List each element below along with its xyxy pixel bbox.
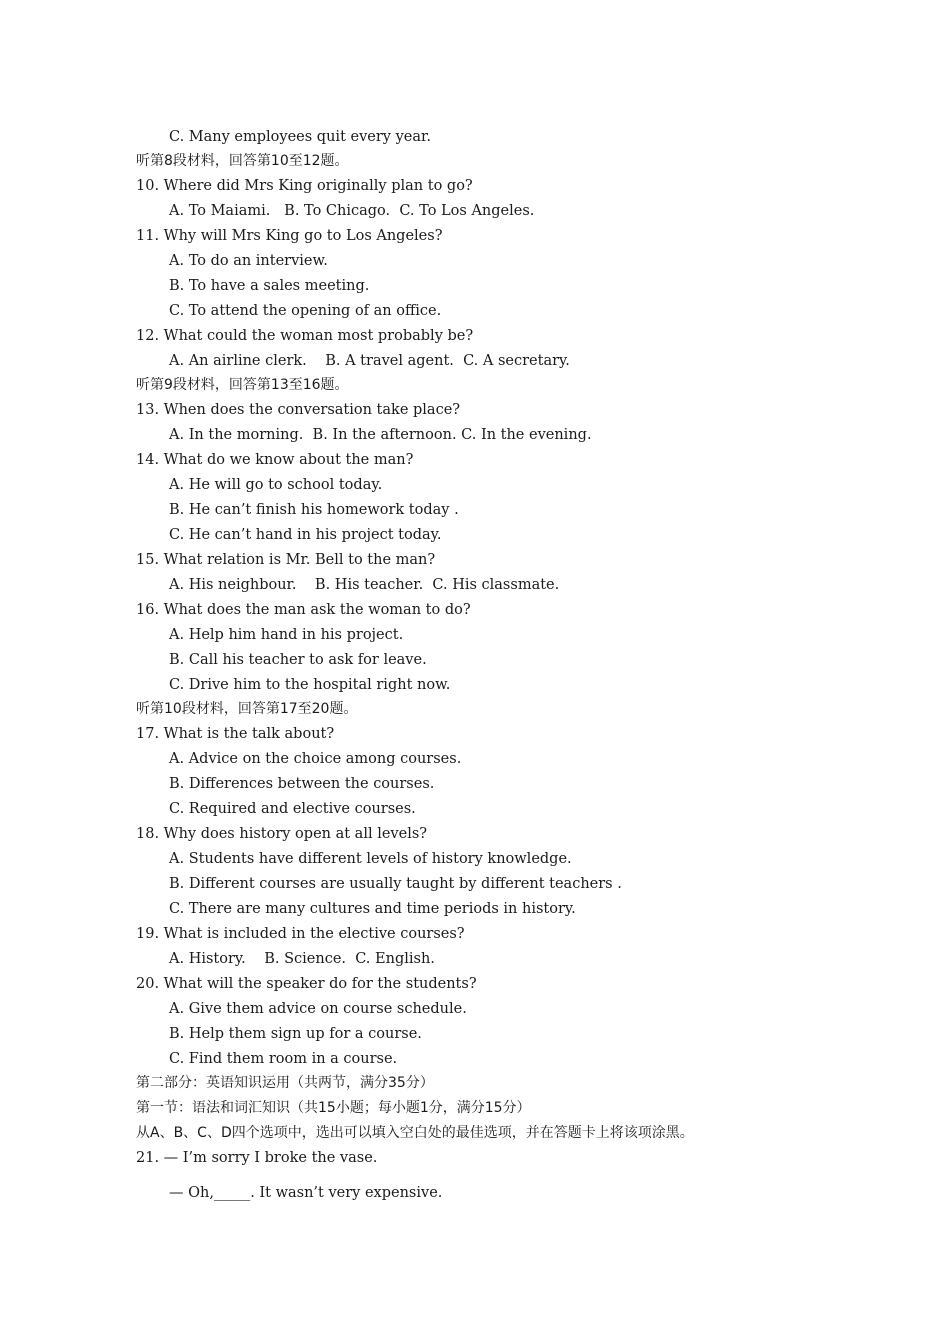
option-16c: C. Drive him to the hospital right now. [169, 677, 451, 693]
question-18: 18. Why does history open at all levels? [136, 826, 428, 842]
option-17b: B. Differences between the courses. [169, 776, 435, 792]
section-instruction-10: 听第10段材料，回答第17至20题。 [136, 701, 358, 717]
section-instruction-9: 听第9段材料，回答第13至16题。 [136, 377, 349, 393]
options-12: A. An airline clerk. B. A travel agent. C. A secretary. [169, 353, 570, 369]
options-13: A. In the morning. B. In the afternoon. C. In the evening. [169, 427, 592, 443]
option-20c: C. Find them room in a course. [169, 1051, 398, 1067]
section-instruction-8: 听第8段材料，回答第10至12题。 [136, 153, 349, 169]
question-14: 14. What do we know about the man? [136, 452, 414, 468]
question-15: 15. What relation is Mr. Bell to the man? [136, 552, 436, 568]
options-19: A. History. B. Science. C. English. [169, 951, 435, 967]
option-14a: A. He will go to school today. [169, 477, 383, 493]
options-15: A. His neighbour. B. His teacher. C. His classmate. [169, 577, 560, 593]
option-18c: C. There are many cultures and time periods in history. [169, 901, 576, 917]
question-20: 20. What will the speaker do for the students? [136, 976, 477, 992]
option-18b: B. Different courses are usually taught by different teachers . [169, 876, 622, 892]
option-14b: B. He can’t finish his homework today . [169, 502, 459, 518]
question-19: 19. What is included in the elective courses? [136, 926, 465, 942]
option-11c: C. To attend the opening of an office. [169, 303, 442, 319]
question-21-reply: — Oh,_____. It wasn’t very expensive. [169, 1185, 443, 1201]
option-11b: B. To have a sales meeting. [169, 278, 370, 294]
section-one-heading: 第一节：语法和词汇知识（共15小题；每小题1分，满分15分） [136, 1100, 531, 1116]
option-11a: A. To do an interview. [169, 253, 328, 269]
question-16: 16. What does the man ask the woman to do? [136, 602, 471, 618]
question-11: 11. Why will Mrs King go to Los Angeles? [136, 228, 443, 244]
part-two-heading: 第二部分：英语知识运用（共两节，满分35分） [136, 1075, 434, 1091]
option-17c: C. Required and elective courses. [169, 801, 416, 817]
option-20b: B. Help them sign up for a course. [169, 1026, 422, 1042]
question-10: 10. Where did Mrs King originally plan to go? [136, 178, 473, 194]
option-18a: A. Students have different levels of history knowledge. [169, 851, 572, 867]
question-21: 21. — I’m sorry I broke the vase. [136, 1150, 378, 1166]
question-12: 12. What could the woman most probably be? [136, 328, 474, 344]
question-17: 17. What is the talk about? [136, 726, 335, 742]
question-13: 13. When does the conversation take place? [136, 402, 461, 418]
option-16b: B. Call his teacher to ask for leave. [169, 652, 427, 668]
option-14c: C. He can’t hand in his project today. [169, 527, 442, 543]
option-17a: A. Advice on the choice among courses. [169, 751, 462, 767]
section-one-instruction: 从A、B、C、D四个选项中，选出可以填入空白处的最佳选项，并在答题卡上将该项涂黑。 [136, 1125, 694, 1141]
option-16a: A. Help him hand in his project. [169, 627, 404, 643]
option-20a: A. Give them advice on course schedule. [169, 1001, 467, 1017]
option-9c: C. Many employees quit every year. [169, 129, 431, 145]
options-10: A. To Maiami. B. To Chicago. C. To Los Angeles. [169, 203, 535, 219]
